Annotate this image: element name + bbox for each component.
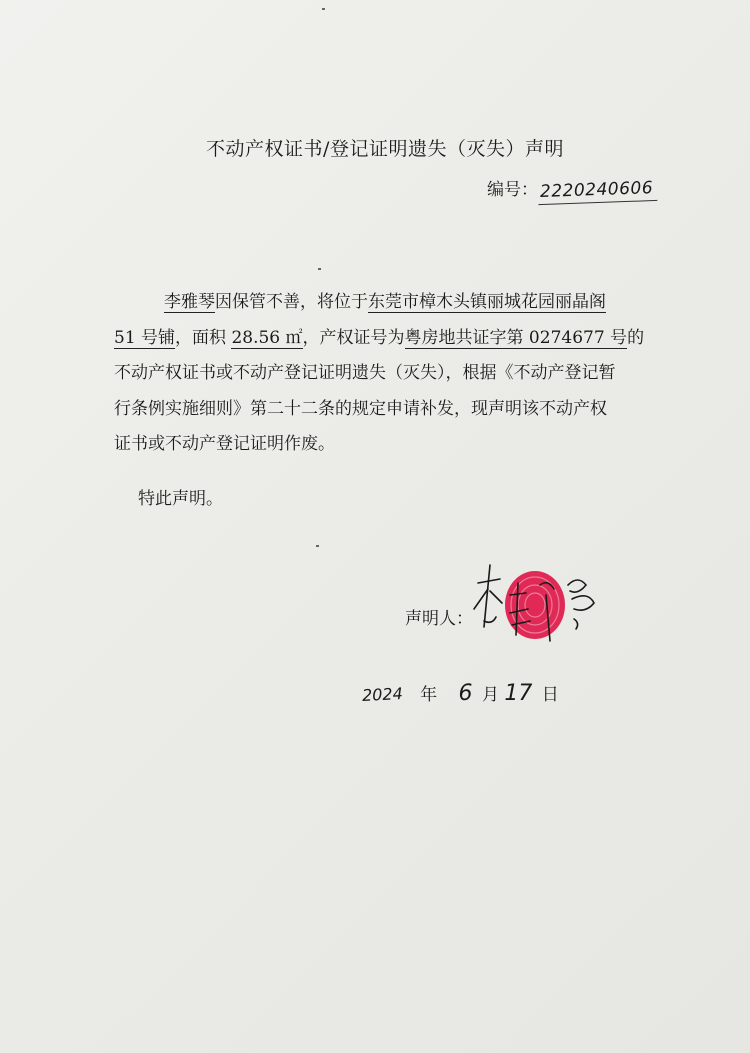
person-name: 李雅琴 <box>164 292 215 312</box>
declarant-label: 声明人： <box>405 609 473 629</box>
date-day-suffix: 日 <box>541 685 559 705</box>
body-text: 的 <box>627 327 645 348</box>
date-year-suffix: 年 <box>420 685 438 705</box>
serial-number <box>487 175 657 203</box>
serial-value: 2220240606 <box>538 178 658 205</box>
declaration-body <box>114 285 645 463</box>
fingerprint <box>505 571 565 639</box>
body-text: 因保管不善，将位于 <box>215 292 368 312</box>
body-line-1 <box>114 285 634 321</box>
body-text: ，面积 <box>175 327 232 348</box>
page-title: 不动产权证书/登记证明遗失（灭失）声明 <box>206 138 564 160</box>
date-day: 17 <box>504 681 533 706</box>
paper-speck <box>316 545 319 547</box>
property-address: 东莞市樟木头镇丽城花园丽晶阁 <box>368 292 606 312</box>
body-line-2 <box>114 321 645 357</box>
body-line-5: 证书或不动产登记证明作废。 <box>114 434 335 454</box>
paper-speck <box>318 268 321 270</box>
closing-statement: 特此声明。 <box>138 489 223 509</box>
body-line-4: 行条例实施细则》第二十二条的规定申请补发，现声明该不动产权 <box>114 398 607 419</box>
date-month-suffix: 月 <box>481 685 499 705</box>
body-line-3: 不动产权证书或不动产登记证明遗失（灭失），根据《不动产登记暂 <box>114 363 616 383</box>
paper-speck <box>322 8 325 10</box>
body-text: ，产权证号为 <box>302 327 405 348</box>
serial-label: 编号： <box>487 180 538 200</box>
signature-with-fingerprint <box>470 555 610 655</box>
property-area: 28.56 ㎡ <box>231 327 303 348</box>
property-unit: 51 号铺 <box>114 327 176 348</box>
certificate-number: 粤房地共证字第 0274677 号 <box>404 327 628 348</box>
declaration-date <box>362 680 559 706</box>
date-year: 2024 <box>361 683 404 706</box>
date-month: 6 <box>458 681 473 706</box>
